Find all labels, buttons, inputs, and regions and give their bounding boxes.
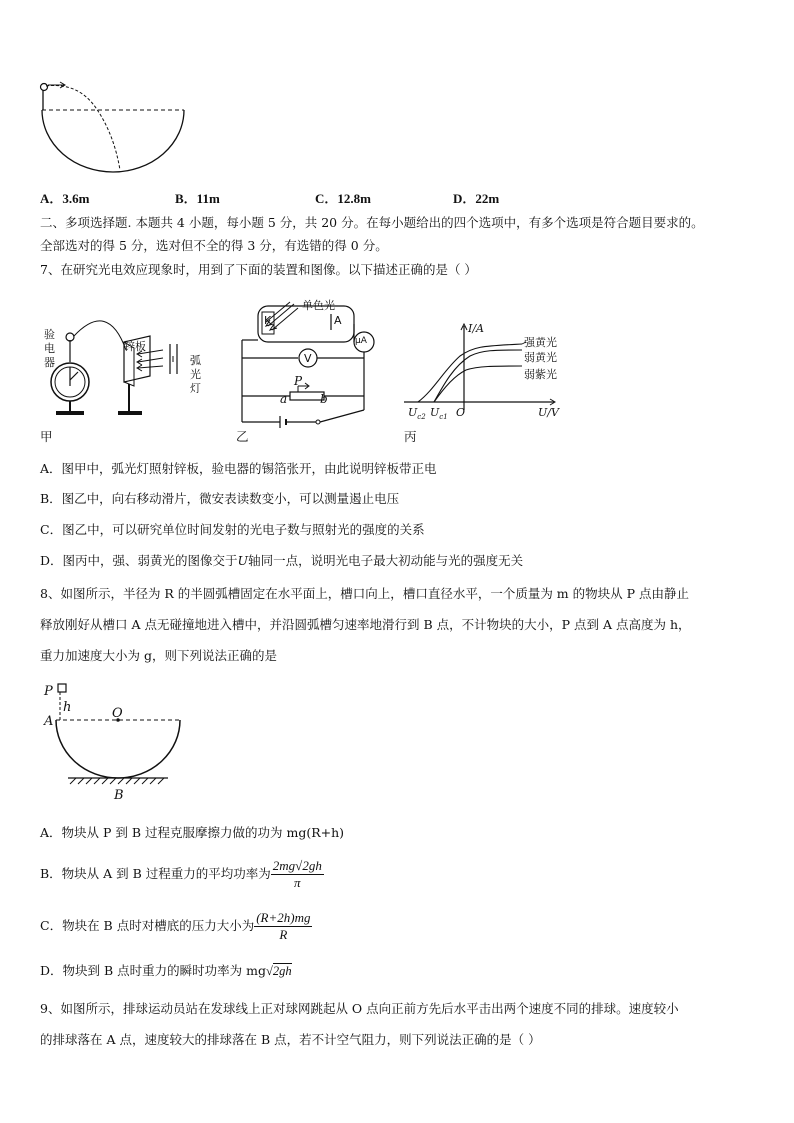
bing-series-strong-yellow: 强黄光	[524, 336, 557, 349]
q6-semicircle-figure	[38, 78, 188, 174]
yi-label-k: K	[264, 314, 272, 327]
jia-label-yan1: 验	[44, 328, 55, 341]
bing-origin: O	[456, 406, 466, 419]
q8-stem-line2: 释放刚好从槽口 A 点无碰撞地进入槽中，并沿圆弧槽匀速率地滑行到 B 点，不计物块的大小，P 点到 A 点高度为 h，	[40, 617, 691, 632]
fig-bing-label: 丙	[404, 429, 417, 444]
q7-option-b: B．图乙中，向右移动滑片，微安表读数变小，可以测量遏止电压	[40, 491, 400, 506]
jia-label-arc3: 灯	[190, 382, 201, 395]
q6-option-b: B．11m	[175, 191, 220, 206]
section2-instructions: 全部选对的得 5 分，选对但不全的得 3 分，有选错的得 0 分。	[40, 238, 388, 253]
q7-stem: 7、在研究光电效应现象时，用到了下面的装置和图像。以下描述正确的是（ ）	[40, 262, 477, 277]
q8-label-a: A	[44, 714, 54, 729]
jia-label-arc2: 光	[190, 368, 201, 381]
q8-stem-line3: 重力加速度大小为 g，则下列说法正确的是	[40, 648, 277, 663]
yi-label-voltmeter: V	[304, 352, 312, 365]
yi-label-light: 单色光	[302, 299, 335, 312]
bing-series-weak-violet: 弱紫光	[524, 368, 557, 381]
bing-series-weak-yellow: 弱黄光	[524, 351, 557, 364]
jia-label-yan3: 器	[44, 356, 55, 369]
q7-option-a: A．图甲中，弧光灯照射锌板，验电器的锡箔张开，由此说明锌板带正电	[40, 461, 437, 476]
yi-label-p: P	[294, 374, 303, 388]
fig-jia-label: 甲	[40, 429, 53, 444]
bing-uc1: $U_{c1}$	[430, 406, 448, 422]
q8-label-b: B	[114, 788, 124, 803]
yi-label-a: A	[334, 314, 342, 327]
q8-option-d: D．物块到 B 点时重力的瞬时功率为 mg√2gh	[40, 963, 292, 978]
q8-semicircle-figure	[40, 680, 200, 800]
q8-label-p: P	[44, 684, 53, 699]
jia-label-arc1: 弧	[190, 354, 201, 367]
q6-option-a: A．3.6m	[40, 191, 90, 206]
q9-stem-line1: 9、如图所示，排球运动员站在发球线上正对球网跳起从 O 点向正前方先后水平击出两个速度不同的排球。速度较小	[40, 1001, 679, 1016]
q7-option-c: C．图乙中，可以研究单位时间发射的光电子数与照射光的强度的关系	[40, 522, 425, 537]
bing-ylabel: I/A	[468, 322, 484, 335]
bing-uc2: $U_{c2}$	[408, 406, 426, 422]
q9-stem-line2: 的排球落在 A 点，速度较大的排球落在 B 点，若不计空气阻力，则下列说法正确的是（ ）	[40, 1032, 541, 1047]
yi-label-a-end: a	[280, 392, 288, 406]
q8-option-c: C．物块在 B 点时对槽底的压力大小为 $\frac{(R+2h)mg}{R}$	[40, 910, 311, 942]
q8-option-a: A．物块从 P 到 B 过程克服摩擦力做的功为 mg(R+h)	[40, 825, 345, 840]
q8-stem-line1: 8、如图所示，半径为 R 的半圆弧槽固定在水平面上，槽口向上，槽口直径水平，一个质量为 m 的物块从 P 点由静止	[40, 586, 689, 601]
jia-label-yan2: 电	[44, 342, 55, 355]
q6-option-d: D．22m	[453, 191, 500, 206]
yi-label-microammeter: μA	[355, 336, 367, 346]
bing-xlabel: U/V	[538, 406, 559, 419]
fig-yi-label: 乙	[236, 429, 249, 444]
section2-header: 二、多项选择题. 本题共 4 小题，每小题 5 分，共 20 分。在每小题给出的四个选项中，有多个选项是符合题目要求的。	[40, 215, 704, 230]
q7-figure-yi	[236, 300, 386, 430]
q7-option-d: D．图丙中，强、弱黄光的图像交于U轴同一点，说明光电子最大初动能与光的强度无关	[40, 553, 524, 568]
q8-label-o: O	[112, 706, 123, 721]
q8-label-h: h	[63, 700, 72, 715]
yi-label-b-end: b	[320, 392, 328, 406]
q6-option-c: C．12.8m	[315, 191, 371, 206]
jia-label-zinc: 锌板	[124, 340, 146, 353]
q8-option-b: B．物块从 A 到 B 过程重力的平均功率为 $\frac{2mg√2gh}{\pi}$	[40, 858, 322, 890]
